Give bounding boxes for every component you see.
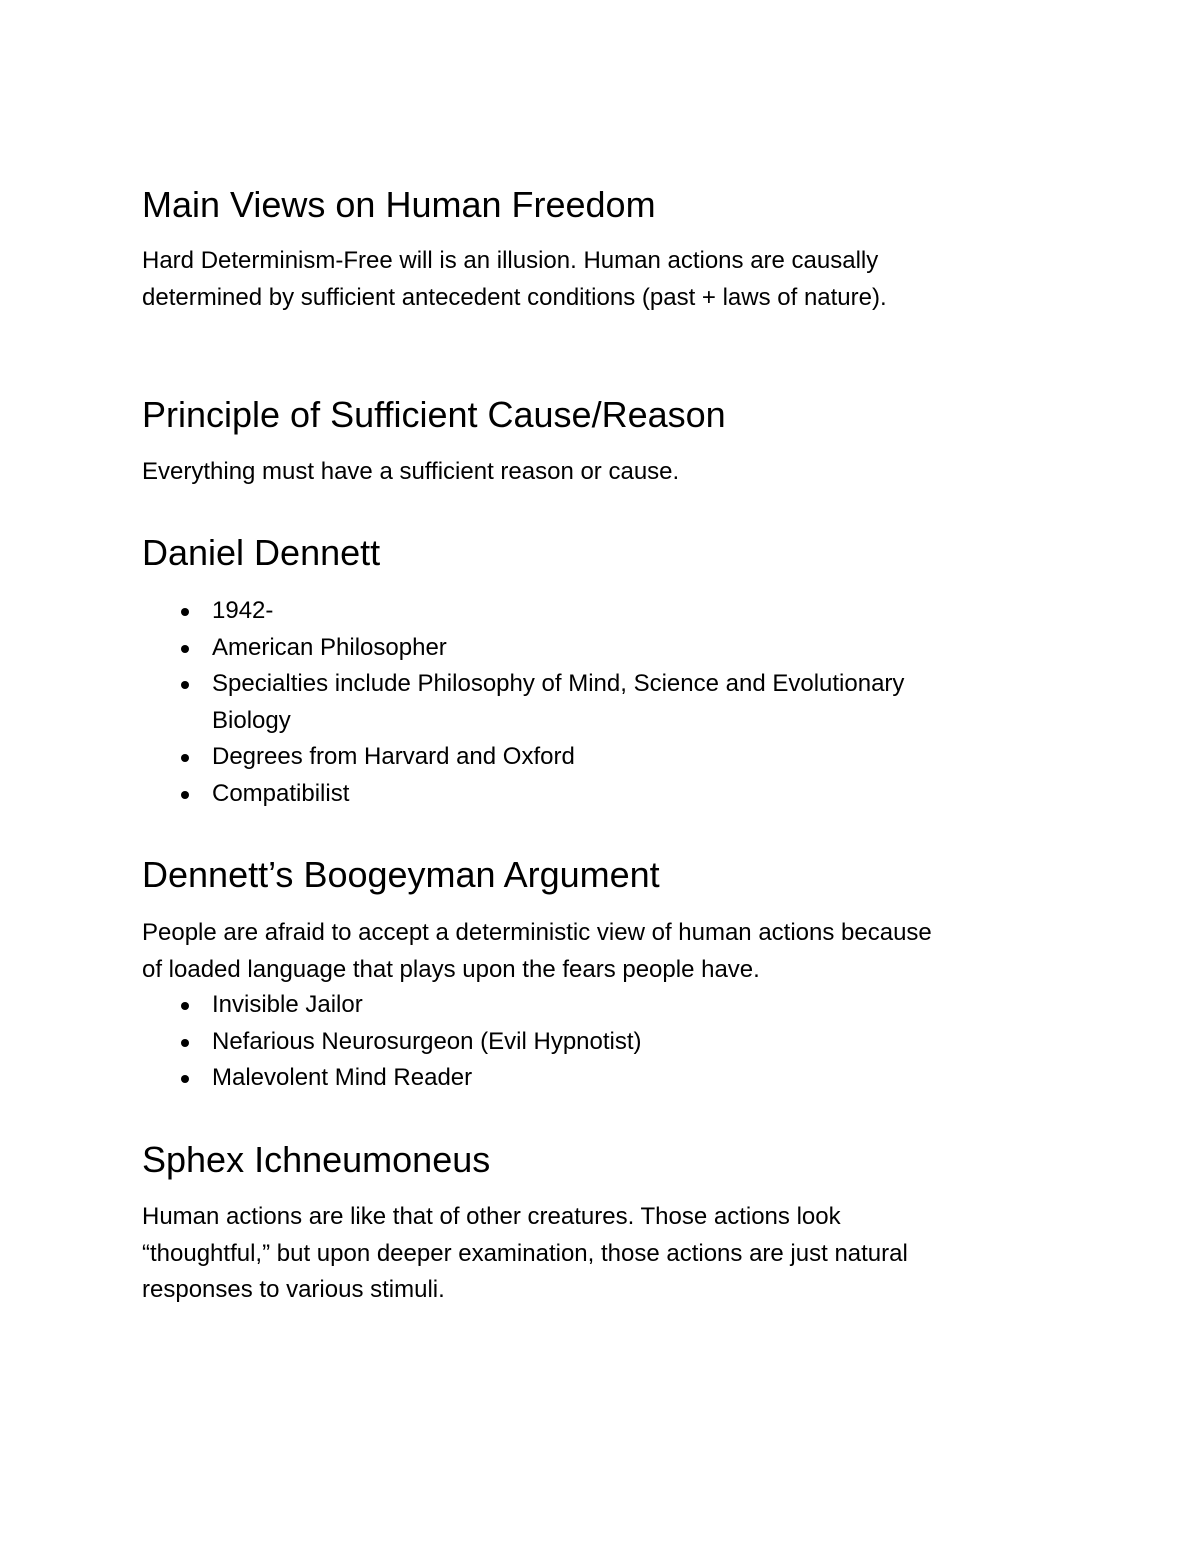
list-item: Degrees from Harvard and Oxford xyxy=(142,739,904,776)
text-line: Everything must have a sufficient reason or cause. xyxy=(142,458,680,485)
heading-sufficient-cause: Principle of Sufficient Cause/Reason xyxy=(142,394,726,435)
list-item: Nefarious Neurosurgeon (Evil Hypnotist) xyxy=(142,1024,642,1061)
list-item: Compatibilist xyxy=(142,776,904,813)
heading-boogeyman: Dennett’s Boogeyman Argument xyxy=(142,854,660,895)
text-line: of loaded language that plays upon the fears people have. xyxy=(142,955,760,983)
heading-daniel-dennett: Daniel Dennett xyxy=(142,532,381,573)
list-item-continuation: Biology xyxy=(212,706,291,734)
boogeyman-bullet-list xyxy=(142,987,642,1097)
heading-sphex: Sphex Ichneumoneus xyxy=(142,1139,491,1180)
heading-main-views: Main Views on Human Freedom xyxy=(142,184,656,225)
paragraph-sufficient-cause xyxy=(142,454,679,491)
paragraph-hard-determinism xyxy=(142,243,887,316)
text-line: determined by sufficient antecedent conditions (past + laws of nature). xyxy=(142,283,887,311)
paragraph-boogeyman xyxy=(142,915,932,988)
list-item: 1942- xyxy=(142,593,904,630)
dennett-bullet-list xyxy=(142,593,904,812)
text-line: “thoughtful,” but upon deeper examination, those actions are just natural xyxy=(142,1239,908,1267)
text-line: responses to various stimuli. xyxy=(142,1276,445,1303)
list-item: Invisible Jailor xyxy=(142,987,642,1024)
text-line: Human actions are like that of other creatures. Those actions look xyxy=(142,1203,841,1230)
text-line: Hard Determinism-Free will is an illusion. Human actions are causally xyxy=(142,247,879,274)
list-item: Specialties include Philosophy of Mind, Science and Evolutionary xyxy=(142,666,904,703)
paragraph-sphex xyxy=(142,1199,908,1309)
text-line: People are afraid to accept a deterministic view of human actions because xyxy=(142,919,932,946)
list-item: Malevolent Mind Reader xyxy=(142,1060,642,1097)
list-item: American Philosopher xyxy=(142,630,904,667)
